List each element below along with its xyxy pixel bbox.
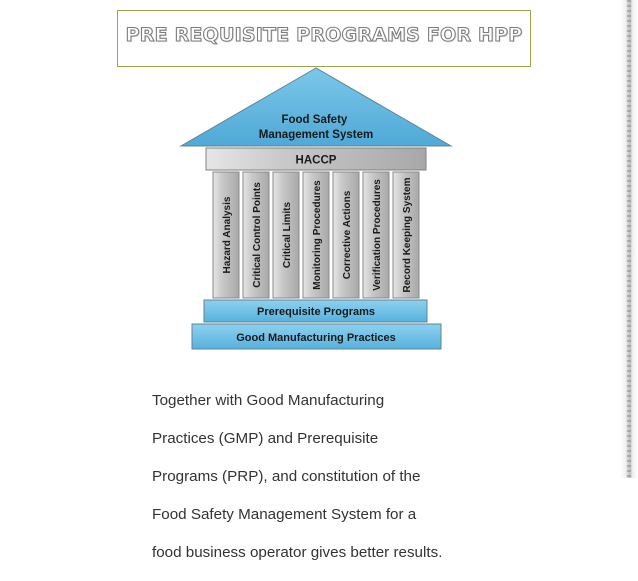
pillar-label: Record Keeping System (402, 177, 413, 293)
roof-label: Food Safety Management System (258, 114, 374, 141)
slide-title: PRE REQUISITE PROGRAMS FOR HPP (125, 24, 523, 46)
prerequisite-programs-label: Prerequisite Programs (257, 306, 375, 318)
pillar-label: Critical Control Points (252, 182, 263, 288)
pillar-label: Hazard Analysis (222, 196, 233, 274)
caption-line: Practices (GMP) and Prerequisite (152, 430, 379, 447)
pillar-label: Corrective Actions (342, 190, 353, 280)
caption-line: Together with Good Manufacturing (152, 392, 385, 409)
edge-dots (627, 0, 631, 478)
haccp-label: HACCP (295, 154, 337, 167)
caption-line: Food Safety Management System for a (152, 506, 417, 523)
gmp-label: Good Manufacturing Practices (236, 332, 396, 344)
pillar-label: Critical Limits (282, 201, 293, 269)
slide-edge-strip (620, 0, 638, 478)
pillars-group (213, 172, 419, 298)
pillar-label: Monitoring Procedures (312, 180, 323, 290)
caption-line: Programs (PRP), and constitution of the (152, 468, 421, 485)
caption-line: food business operator gives better results. (152, 544, 443, 561)
pillar-label: Verification Procedures (372, 179, 383, 291)
caption-text (152, 372, 482, 581)
